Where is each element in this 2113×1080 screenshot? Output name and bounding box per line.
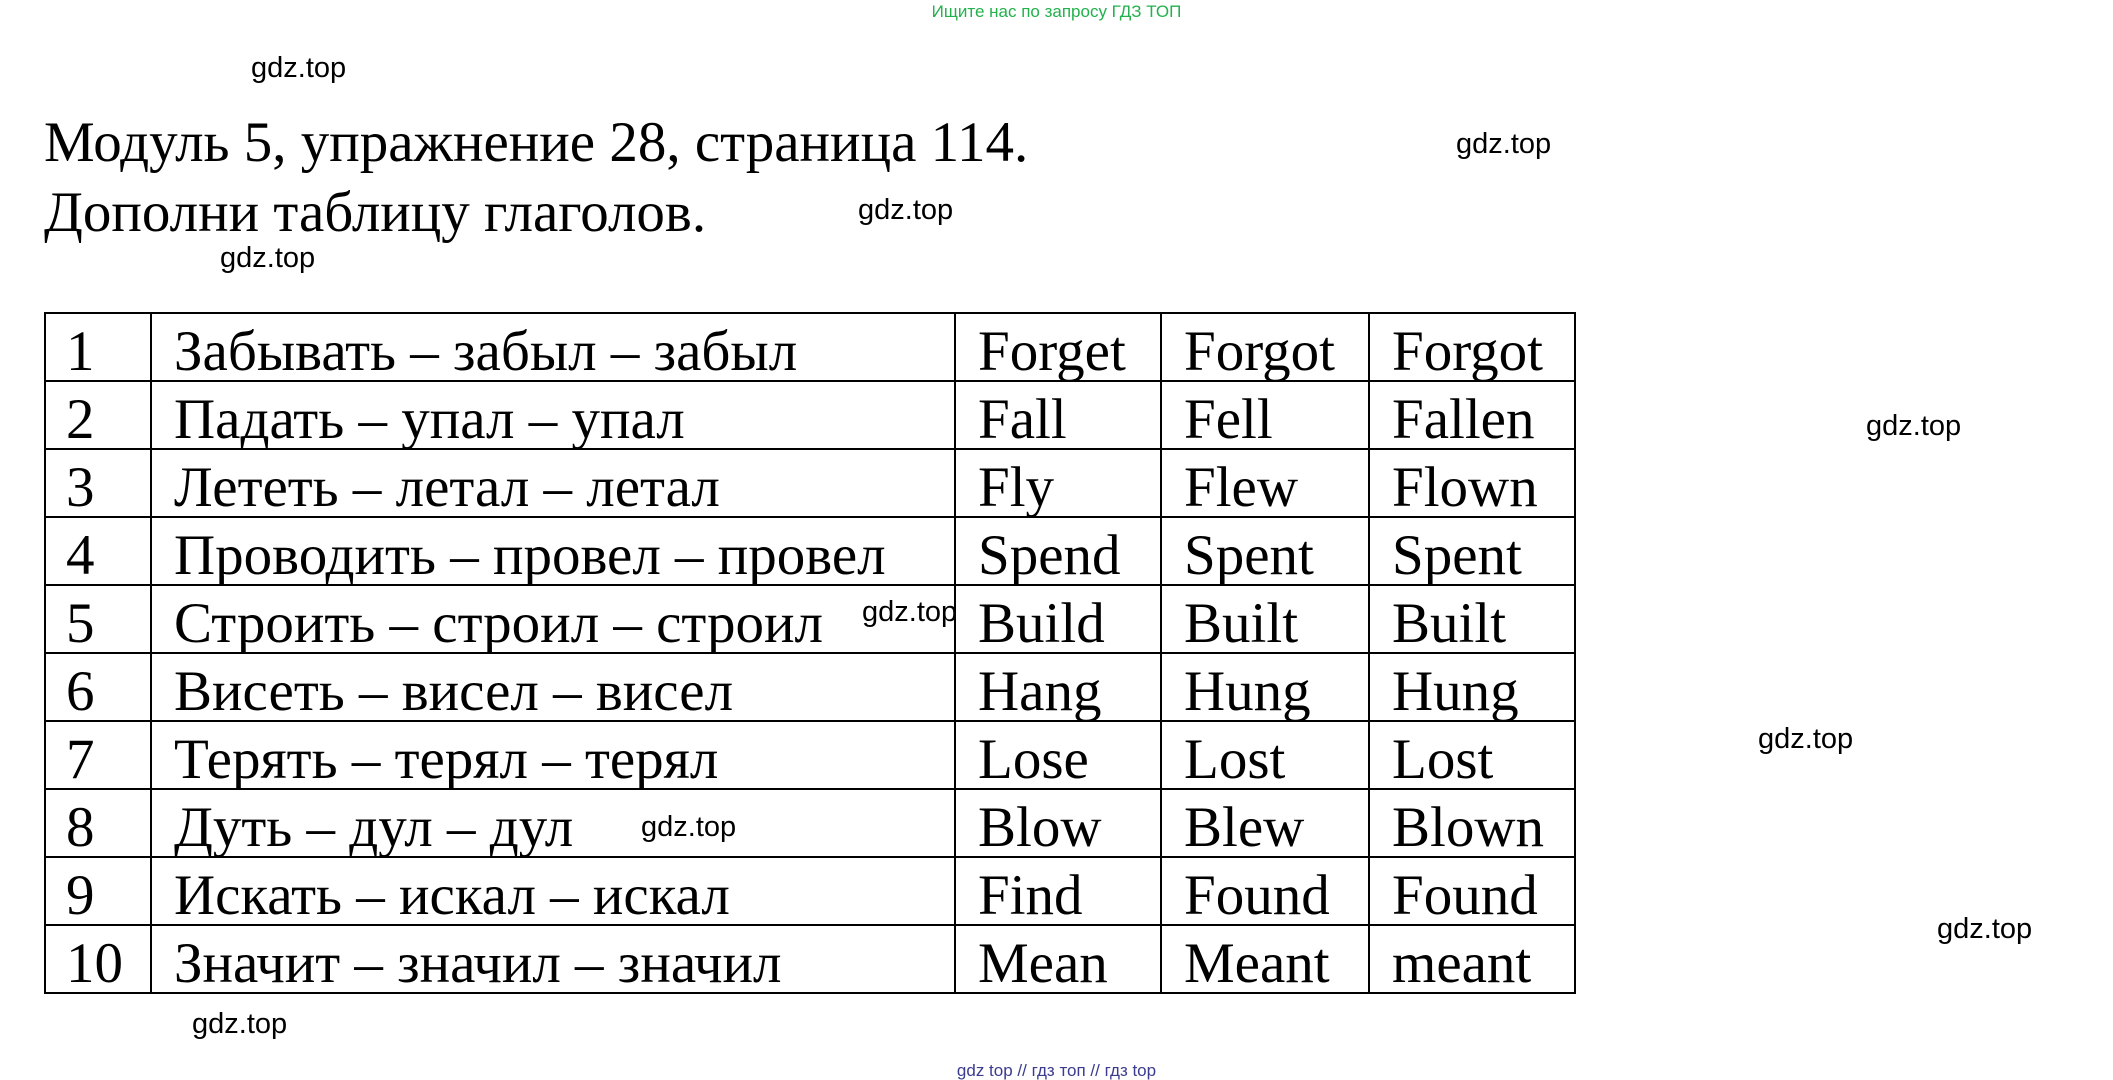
- table-row: [45, 313, 1575, 381]
- row-number: 1: [45, 313, 151, 381]
- table-row: [45, 381, 1575, 449]
- watermark: gdz.top: [220, 242, 316, 274]
- past-participle-form: Spent: [1369, 517, 1575, 585]
- russian-verbs: Лететь – летал – летал: [151, 449, 955, 517]
- past-participle-form: Fallen: [1369, 381, 1575, 449]
- watermark: gdz.top: [192, 1008, 288, 1040]
- row-number: 10: [45, 925, 151, 993]
- past-simple-form: Forgot: [1161, 313, 1369, 381]
- table-row: [45, 517, 1575, 585]
- watermark: gdz.top: [862, 596, 958, 628]
- past-simple-form: Fell: [1161, 381, 1369, 449]
- past-participle-form: Hung: [1369, 653, 1575, 721]
- watermark: gdz.top: [1866, 410, 1962, 442]
- russian-verbs: Висеть – висел – висел: [151, 653, 955, 721]
- watermark: gdz.top: [858, 194, 954, 226]
- infinitive-form: Mean: [955, 925, 1161, 993]
- past-participle-form: meant: [1369, 925, 1575, 993]
- infinitive-form: Hang: [955, 653, 1161, 721]
- watermark: gdz.top: [1937, 913, 2033, 945]
- infinitive-form: Find: [955, 857, 1161, 925]
- infinitive-form: Forget: [955, 313, 1161, 381]
- watermark: gdz.top: [1456, 128, 1552, 160]
- table-row: [45, 449, 1575, 517]
- table-row: [45, 585, 1575, 653]
- russian-verbs: Строить – строил – строил: [151, 585, 955, 653]
- row-number: 8: [45, 789, 151, 857]
- russian-verbs: Искать – искал – искал: [151, 857, 955, 925]
- past-simple-form: Meant: [1161, 925, 1369, 993]
- russian-verbs: Проводить – провел – провел: [151, 517, 955, 585]
- past-participle-form: Found: [1369, 857, 1575, 925]
- row-number: 9: [45, 857, 151, 925]
- past-simple-form: Lost: [1161, 721, 1369, 789]
- russian-verbs: Дуть – дул – дул: [151, 789, 955, 857]
- past-simple-form: Flew: [1161, 449, 1369, 517]
- top-banner: Ищите нас по запросу ГДЗ ТОП: [931, 2, 1182, 21]
- watermark: gdz.top: [251, 52, 347, 84]
- verbs-table: [44, 312, 1576, 994]
- russian-verbs: Значит – значил – значил: [151, 925, 955, 993]
- past-participle-form: Built: [1369, 585, 1575, 653]
- infinitive-form: Fly: [955, 449, 1161, 517]
- russian-verbs: Падать – упал – упал: [151, 381, 955, 449]
- infinitive-form: Spend: [955, 517, 1161, 585]
- past-participle-form: Forgot: [1369, 313, 1575, 381]
- row-number: 4: [45, 517, 151, 585]
- past-participle-form: Flown: [1369, 449, 1575, 517]
- past-participle-form: Lost: [1369, 721, 1575, 789]
- table-row: [45, 789, 1575, 857]
- russian-verbs: Терять – терял – терял: [151, 721, 955, 789]
- infinitive-form: Build: [955, 585, 1161, 653]
- infinitive-form: Fall: [955, 381, 1161, 449]
- watermark: gdz.top: [1758, 723, 1854, 755]
- table-row: [45, 721, 1575, 789]
- past-simple-form: Spent: [1161, 517, 1369, 585]
- footer-links: gdz top // гдз топ // гдз top: [956, 1061, 1157, 1080]
- table-row: [45, 653, 1575, 721]
- past-simple-form: Found: [1161, 857, 1369, 925]
- row-number: 2: [45, 381, 151, 449]
- past-simple-form: Hung: [1161, 653, 1369, 721]
- row-number: 7: [45, 721, 151, 789]
- exercise-title: Модуль 5, упражнение 28, страница 114.: [44, 111, 1029, 174]
- past-simple-form: Blew: [1161, 789, 1369, 857]
- row-number: 5: [45, 585, 151, 653]
- infinitive-form: Blow: [955, 789, 1161, 857]
- table-row: [45, 857, 1575, 925]
- past-simple-form: Built: [1161, 585, 1369, 653]
- exercise-instruction: Дополни таблицу глаголов.: [44, 181, 707, 244]
- row-number: 6: [45, 653, 151, 721]
- watermark: gdz.top: [641, 811, 737, 843]
- past-participle-form: Blown: [1369, 789, 1575, 857]
- russian-verbs: Забывать – забыл – забыл: [151, 313, 955, 381]
- row-number: 3: [45, 449, 151, 517]
- infinitive-form: Lose: [955, 721, 1161, 789]
- table-row: [45, 925, 1575, 993]
